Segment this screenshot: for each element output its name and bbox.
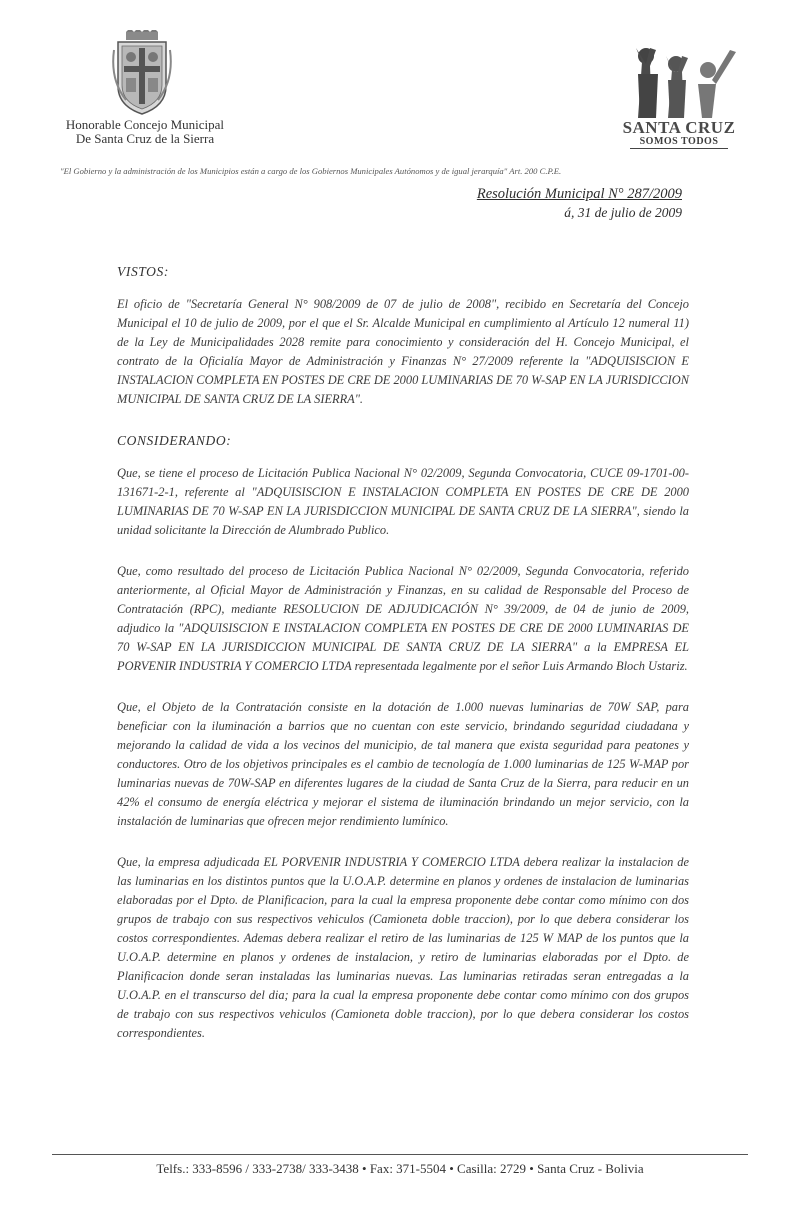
considerando-paragraph: Que, la empresa adjudicada EL PORVENIR INDUSTRIA Y COMERCIO LTDA debera realizar la instalacion de las luminarias en los distintos puntos que la U.O.A.P. determine en planos y ordenes de instalacion de luminarias elaboradas por el Dpto. de Planificacion, para la cual la empresa proponente debe contar como mínimo con dos grupos de trabajo con sus respectivos vehiculos (Camioneta doble traccion), por lo que debera considerar los costos correspondientes. Ademas debera realizar el retiro de las luminarias de 125 W MAP de los puntos que la U.O.A.P. determine en planos y ordenes de instalacion, y retiro de luminarias elaboradas por el Dpto. de Planificacion donde seran instaladas las luminarias nuevas. Las luminarias retiradas seran entregadas a la U.O.A.P. en el transcurso del dia; para la cual la empresa proponente debe contar como mínimo con dos grupos de trabajo con sus respectivos vehiculos (Camioneta doble traccion), por lo que debera considerar los costos correspondientes. [117,855,689,1040]
brand-underline [630,148,728,149]
council-name [40,118,250,146]
considerando-paragraph: Que, como resultado del proceso de Licitación Publica Nacional N° 02/2009, Segunda Convocatoria, referido anteriormente, al Oficial Mayor de Administración y Finanzas, en su calidad de Responsable del Proceso de Contratación (RPC), mediante RESOLUCION DE ADJUDICACIÓN N° 39/2009, de 04 de junio de 2009, adjudico la "ADQUISISCION E INSTALACION COMPLETA EN POSTES DE CRE DE 2000 LUMINARIAS DE 70 W-SAP EN LA JURISDICCION MUNICIPAL DE SANTA CRUZ DE LA SIERRA" a la EMPRESA EL PORVENIR INDUSTRIA Y COMERCIO LTDA representada legalmente por el señor Luis Armando Bloch Ustariz. [117,564,689,673]
constitution-quote: "El Gobierno y la administración de los Municipios están a cargo de los Gobiernos Municipales Autónomos y de igual jerarquía" Art. 200 C.P.E. [60,166,562,176]
council-line-2: De Santa Cruz de la Sierra [75,131,215,146]
brand-tagline: SOMOS TODOS [639,136,719,147]
vistos-text: El oficio de "Secretaría General N° 908/2009 de 07 de julio de 2008", recibido en Secretaría del Concejo Municipal el 10 de julio de 2009, por el que el Sr. Alcalde Municipal en cumplimiento al Artículo 12 numeral 11) de la Ley de Municipalidades 2028 remite para conocimiento y consideración del H. Concejo Municipal, el contrato de la Oficialía Mayor de Administración y Finanzas N° 27/2009 referente la "ADQUISISCION E INSTALACION COMPLETA EN POSTES DE CRE DE 2000 LUMINARIAS DE 70 W-SAP EN LA JURISDICCION MUNICIPAL DE SANTA CRUZ DE LA SIERRA". [117,297,689,406]
council-line-1: Honorable Concejo Municipal [65,117,225,132]
resolution-number: Resolución Municipal N° 287/2009 [476,186,682,202]
municipal-crest-icon [112,30,172,116]
brand-name: SANTA CRUZ [622,118,736,137]
footer-divider [52,1154,748,1155]
considerando-paragraph: Que, el Objeto de la Contratación consiste en la dotación de 1.000 nuevas luminarias de 70W SAP, para beneficiar con la iluminación a barrios que no cuentan con este servicio, brindando seguridad ciudadana y mejorando la calidad de vida a los vecinos del municipio, de tal manera que exista seguridad para peatones y conductores. Otro de los objetivos principales es el cambio de tecnología de 1.000 luminarias de 125 W-MAP por luminarias nuevas de 70W-SAP en diferentes lugares de la ciudad de Santa Cruz de la Sierra, para reducir en un 42% el consumo de energía eléctrica y mejorar el sistema de iluminación brindando un mejor servicio, con la instalación de luminarias que ofrecen mejor rendimiento lumínico. [117,700,689,828]
footer-contact: Telfs.: 333-8596 / 333-2738/ 333-3438 • Fax: 371-5504 • Casilla: 2729 • Santa Cruz - Bolivia [156,1161,644,1176]
document-body [117,262,689,1059]
considerando-paragraph: Que, se tiene el proceso de Licitación Publica Nacional N° 02/2009, Segunda Convocatoria, CUCE 09-1701-00-131671-2-1, referente al "ADQUISISCION E INSTALACION COMPLETA EN POSTES DE CRE DE 2000 LUMINARIAS DE 70 W-SAP EN LA JURISDICCION MUNICIPAL DE SANTA CRUZ DE LA SIERRA", siendo la unidad solicitante la Dirección de Alumbrado Publico. [117,466,689,537]
vistos-heading: VISTOS: [117,264,169,279]
resolution-date: á, 31 de julio de 2009 [564,205,682,220]
considerando-heading: CONSIDERANDO: [117,433,232,448]
